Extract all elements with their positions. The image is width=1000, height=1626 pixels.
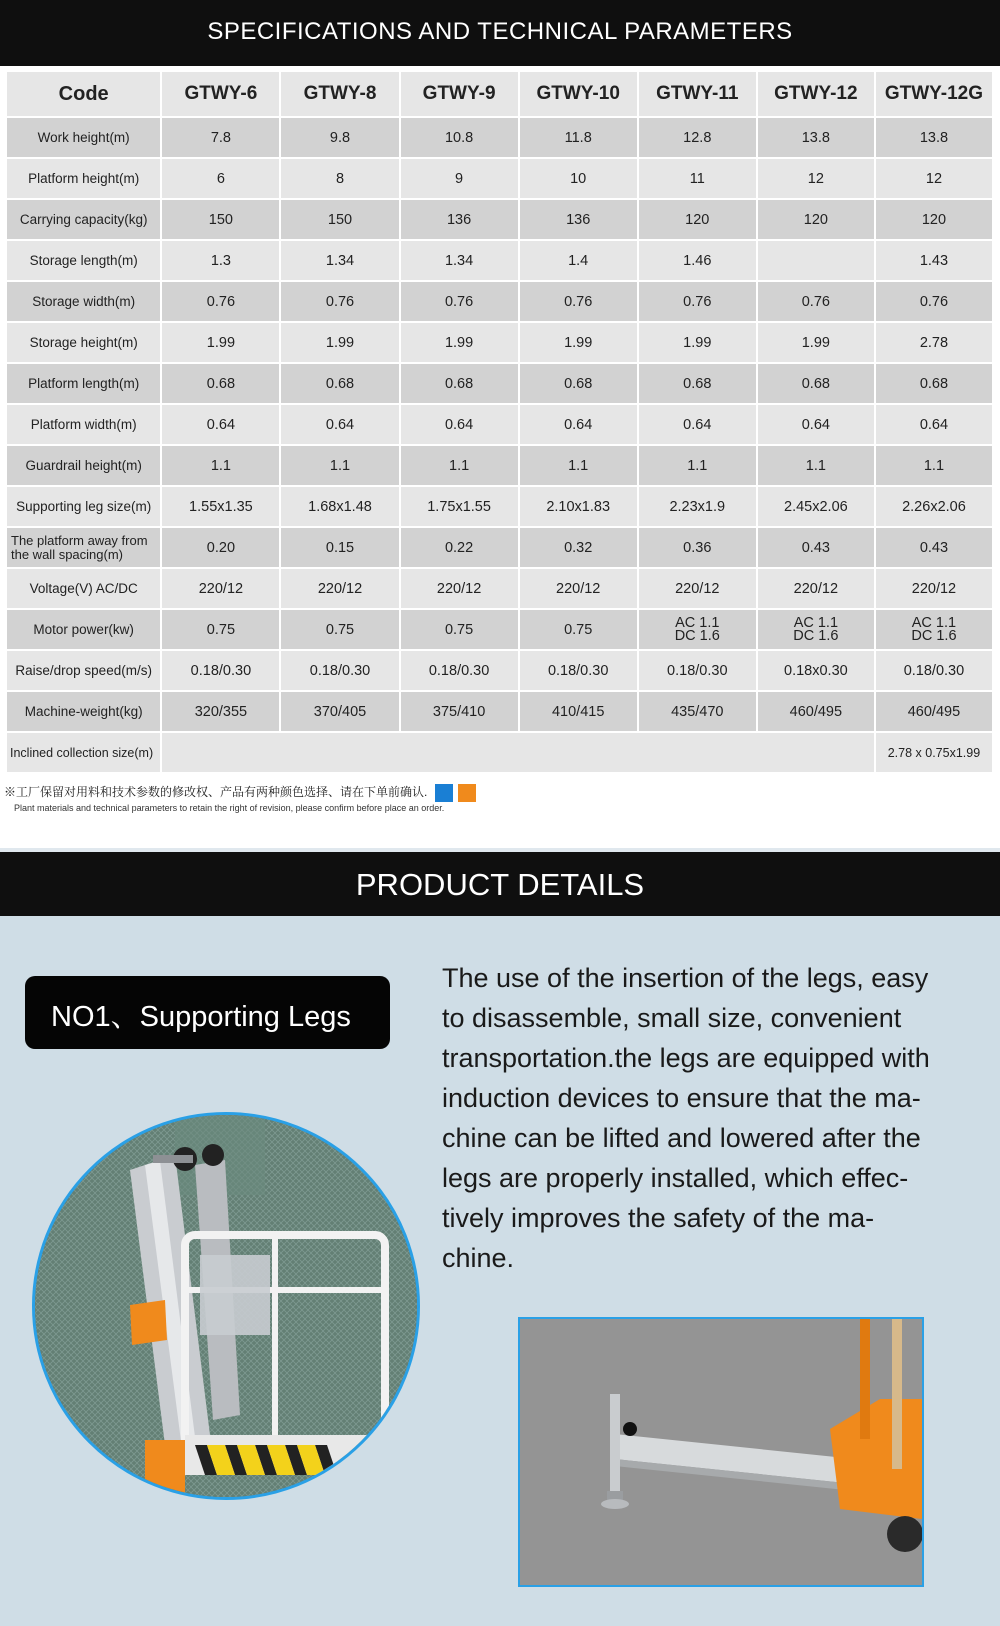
row-label: Storage width(m) — [7, 282, 160, 321]
table-cell: 2.10x1.83 — [520, 487, 637, 526]
table-cell-empty — [162, 733, 874, 772]
table-row — [7, 569, 992, 608]
table-cell: 1.4 — [520, 241, 637, 280]
table-cell: 1.99 — [639, 323, 756, 362]
table-cell: 1.99 — [520, 323, 637, 362]
table-cell: 10.8 — [401, 118, 518, 157]
table-cell: 0.18/0.30 — [281, 651, 398, 690]
table-cell: 136 — [401, 200, 518, 239]
table-cell: 220/12 — [281, 569, 398, 608]
table-cell: 220/12 — [758, 569, 874, 608]
table-cell: 11 — [639, 159, 756, 198]
table-row — [7, 651, 992, 690]
table-cell: 0.68 — [758, 364, 874, 403]
table-cell: 10 — [520, 159, 637, 198]
table-cell: 1.3 — [162, 241, 279, 280]
product-details-title: PRODUCT DETAILS — [355, 867, 645, 902]
table-row — [7, 446, 992, 485]
table-cell — [639, 610, 756, 649]
table-cell: 320/355 — [162, 692, 279, 731]
table-cell: 9 — [401, 159, 518, 198]
table-cell: 8 — [281, 159, 398, 198]
table-cell: 2.26x2.06 — [876, 487, 992, 526]
table-cell: 1.1 — [520, 446, 637, 485]
table-cell: 0.68 — [520, 364, 637, 403]
lift-platform-photo — [32, 1112, 420, 1500]
table-cell: 1.55x1.35 — [162, 487, 279, 526]
revision-note-en: Plant materials and technical parameters to retain the right of revision, please confirm before place an order. — [14, 803, 445, 813]
table-cell — [758, 241, 874, 280]
table-cell: 2.78 x 0.75x1.99 — [876, 733, 992, 772]
table-row — [7, 692, 992, 731]
lift-platform-illustration — [35, 1115, 417, 1497]
table-cell: 0.76 — [758, 282, 874, 321]
color-swatch-orange — [458, 784, 476, 802]
table-cell: 0.64 — [639, 405, 756, 444]
table-cell: 2.78 — [876, 323, 992, 362]
table-cell: 12 — [876, 159, 992, 198]
table-cell: 0.64 — [162, 405, 279, 444]
spec-header-row — [7, 72, 992, 116]
table-cell: 0.68 — [876, 364, 992, 403]
leg-closeup-illustration — [520, 1319, 922, 1585]
row-label: Machine-weight(kg) — [7, 692, 160, 731]
table-cell: 1.46 — [639, 241, 756, 280]
table-cell: 0.64 — [401, 405, 518, 444]
table-cell: 0.68 — [281, 364, 398, 403]
description-line: The use of the insertion of the legs, easy — [442, 963, 929, 993]
description-line: induction devices to ensure that the ma- — [442, 1083, 921, 1113]
table-cell: 220/12 — [520, 569, 637, 608]
table-cell: 7.8 — [162, 118, 279, 157]
table-cell: 1.34 — [401, 241, 518, 280]
revision-note-cn: ※工厂保留对用料和技术参数的修改权、产品有两种颜色选择、请在下单前确认. — [4, 785, 428, 799]
table-row — [7, 364, 992, 403]
table-cell: 13.8 — [758, 118, 874, 157]
row-label: Storage length(m) — [7, 241, 160, 280]
table-cell: 220/12 — [401, 569, 518, 608]
table-cell: 220/12 — [162, 569, 279, 608]
table-cell: 0.43 — [876, 528, 992, 567]
table-row — [7, 118, 992, 157]
table-cell: 1.1 — [639, 446, 756, 485]
table-cell: 1.43 — [876, 241, 992, 280]
table-cell: 435/470 — [639, 692, 756, 731]
table-cell — [758, 610, 874, 649]
row-label: Work height(m) — [7, 118, 160, 157]
table-cell: 0.32 — [520, 528, 637, 567]
table-cell: 150 — [162, 200, 279, 239]
table-cell: 220/12 — [639, 569, 756, 608]
spec-header-bar — [0, 0, 1000, 66]
row-label: Carrying capacity(kg) — [7, 200, 160, 239]
row-label — [7, 528, 160, 567]
table-row — [7, 733, 992, 772]
row-label: Supporting leg size(m) — [7, 487, 160, 526]
table-cell: 0.76 — [639, 282, 756, 321]
table-row — [7, 282, 992, 321]
row-label: Inclined collection size(m) — [7, 733, 160, 772]
table-cell: 12 — [758, 159, 874, 198]
spec-table — [5, 70, 994, 774]
product-details-section — [0, 916, 1000, 1626]
table-cell: 1.1 — [401, 446, 518, 485]
table-row — [7, 323, 992, 362]
leg-closeup-photo — [518, 1317, 924, 1587]
description-line: to disassemble, small size, convenient — [442, 1003, 902, 1033]
row-label: Platform width(m) — [7, 405, 160, 444]
code-header: Code — [7, 72, 160, 116]
table-row — [7, 528, 992, 567]
table-cell: 0.76 — [401, 282, 518, 321]
description-line: legs are properly installed, which effec- — [442, 1163, 909, 1193]
table-cell: 120 — [758, 200, 874, 239]
dc-value: DC 1.6 — [674, 627, 720, 644]
table-cell: 460/495 — [758, 692, 874, 731]
table-cell: 1.99 — [401, 323, 518, 362]
table-cell: 0.75 — [520, 610, 637, 649]
model-header: GTWY-10 — [520, 72, 637, 116]
description-line: chine. — [442, 1243, 515, 1273]
table-cell: 1.99 — [281, 323, 398, 362]
model-header: GTWY-9 — [401, 72, 518, 116]
spec-header-title: SPECIFICATIONS AND TECHNICAL PARAMETERS — [207, 18, 793, 45]
table-cell: 11.8 — [520, 118, 637, 157]
row-label: Guardrail height(m) — [7, 446, 160, 485]
table-cell: 0.36 — [639, 528, 756, 567]
table-cell: 0.18/0.30 — [876, 651, 992, 690]
row-label: Platform length(m) — [7, 364, 160, 403]
table-cell: 0.75 — [401, 610, 518, 649]
table-cell: 120 — [876, 200, 992, 239]
table-cell: 136 — [520, 200, 637, 239]
table-cell: 0.75 — [281, 610, 398, 649]
product-details-bar — [0, 852, 1000, 916]
ac-value: AC 1.1 — [793, 614, 839, 631]
row-label: Voltage(V) AC/DC — [7, 569, 160, 608]
table-row — [7, 610, 992, 649]
model-header: GTWY-12G — [876, 72, 992, 116]
table-cell: 0.18/0.30 — [639, 651, 756, 690]
table-cell: 0.76 — [520, 282, 637, 321]
table-cell: 9.8 — [281, 118, 398, 157]
table-cell: 0.18x0.30 — [758, 651, 874, 690]
table-cell: 2.45x2.06 — [758, 487, 874, 526]
table-cell: 1.34 — [281, 241, 398, 280]
table-cell: 13.8 — [876, 118, 992, 157]
table-cell: 0.64 — [281, 405, 398, 444]
table-cell: 0.64 — [520, 405, 637, 444]
description-line: tively improves the safety of the ma- — [442, 1203, 875, 1233]
table-cell: 0.22 — [401, 528, 518, 567]
table-cell: 1.1 — [758, 446, 874, 485]
dc-value: DC 1.6 — [911, 627, 957, 644]
row-label: Platform height(m) — [7, 159, 160, 198]
table-cell: 1.75x1.55 — [401, 487, 518, 526]
table-cell: 0.64 — [876, 405, 992, 444]
feature-badge-label: NO1、Supporting Legs — [51, 1001, 351, 1033]
description-line: chine can be lifted and lowered after the — [442, 1123, 921, 1153]
table-cell: 220/12 — [876, 569, 992, 608]
table-row — [7, 405, 992, 444]
table-row — [7, 200, 992, 239]
table-cell: 1.68x1.48 — [281, 487, 398, 526]
row-label-line: The platform away from — [11, 532, 148, 548]
table-cell: 0.76 — [162, 282, 279, 321]
ac-value: AC 1.1 — [911, 614, 957, 631]
table-cell: 0.75 — [162, 610, 279, 649]
table-cell: 0.64 — [758, 405, 874, 444]
table-row — [7, 487, 992, 526]
table-cell: 410/415 — [520, 692, 637, 731]
table-cell: 1.99 — [758, 323, 874, 362]
model-header: GTWY-11 — [639, 72, 756, 116]
table-row — [7, 241, 992, 280]
table-cell: 6 — [162, 159, 279, 198]
row-label: Motor power(kw) — [7, 610, 160, 649]
table-cell: 0.68 — [639, 364, 756, 403]
model-header: GTWY-6 — [162, 72, 279, 116]
ac-value: AC 1.1 — [675, 614, 720, 631]
table-cell: 0.20 — [162, 528, 279, 567]
table-cell: 12.8 — [639, 118, 756, 157]
dc-value: DC 1.6 — [793, 627, 839, 644]
table-cell: 370/405 — [281, 692, 398, 731]
model-header: GTWY-8 — [281, 72, 398, 116]
color-swatch-blue — [435, 784, 453, 802]
table-cell: 0.68 — [162, 364, 279, 403]
table-cell: 460/495 — [876, 692, 992, 731]
table-cell: 0.15 — [281, 528, 398, 567]
table-cell: 120 — [639, 200, 756, 239]
table-cell: 2.23x1.9 — [639, 487, 756, 526]
table-cell: 0.76 — [876, 282, 992, 321]
table-cell: 1.99 — [162, 323, 279, 362]
table-cell: 375/410 — [401, 692, 518, 731]
table-cell: 0.18/0.30 — [401, 651, 518, 690]
table-cell: 1.1 — [162, 446, 279, 485]
row-label: Raise/drop speed(m/s) — [7, 651, 160, 690]
row-label-line: the wall spacing(m) — [11, 546, 123, 562]
description-line: transportation.the legs are equipped with — [442, 1043, 930, 1073]
table-cell: 0.18/0.30 — [520, 651, 637, 690]
table-cell: 1.1 — [876, 446, 992, 485]
table-cell: 0.43 — [758, 528, 874, 567]
row-label: Storage height(m) — [7, 323, 160, 362]
table-cell: 0.76 — [281, 282, 398, 321]
table-row — [7, 159, 992, 198]
table-cell: 1.1 — [281, 446, 398, 485]
table-cell: 0.18/0.30 — [162, 651, 279, 690]
table-cell: 0.68 — [401, 364, 518, 403]
table-cell: 150 — [281, 200, 398, 239]
model-header: GTWY-12 — [758, 72, 874, 116]
feature-badge — [25, 976, 390, 1049]
feature-description — [442, 958, 962, 1278]
table-cell — [876, 610, 992, 649]
revision-note — [4, 783, 476, 802]
